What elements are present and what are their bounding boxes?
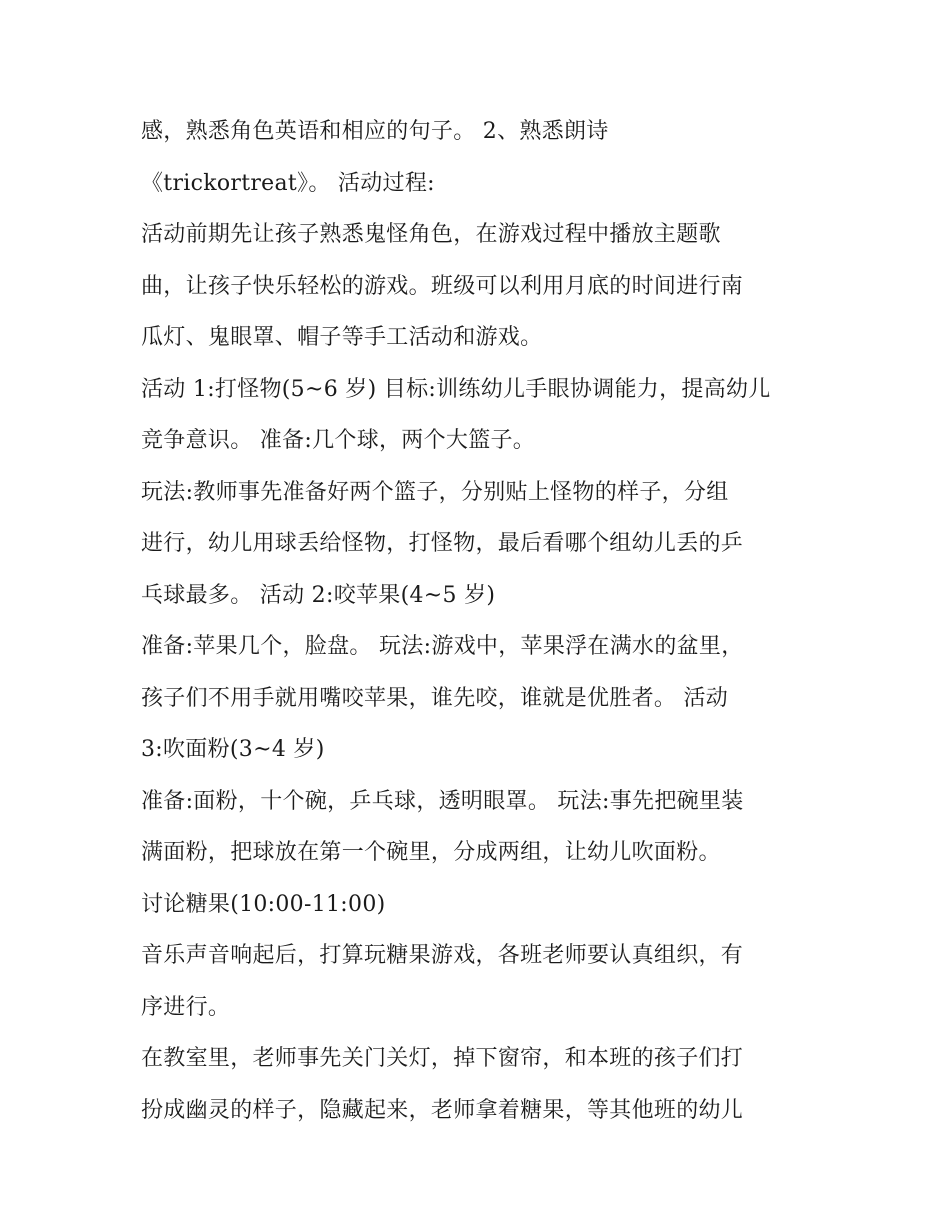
text-line: 活动 1:打怪物(5~6 岁) 目标:训练幼儿手眼协调能力，提高幼儿 <box>141 376 771 402</box>
text-line: 曲，让孩子快乐轻松的游戏。班级可以利用月底的时间进行南 <box>141 273 744 299</box>
text-line: 《trickortreat》。 活动过程: <box>141 170 435 196</box>
text-line: 音乐声音响起后，打算玩糖果游戏，各班老师要认真组织，有 <box>141 943 744 968</box>
text-line: 准备:苹果几个，脸盘。 玩法:游戏中，苹果浮在满水的盆里， <box>141 634 744 659</box>
text-line: 进行，幼儿用球丢给怪物，打怪物，最后看哪个组幼儿丢的乒 <box>141 531 744 556</box>
text-line: 3:吹面粉(3~4 岁) <box>141 737 325 762</box>
text-line: 玩法:教师事先准备好两个篮子，分别贴上怪物的样子，分组 <box>141 479 729 505</box>
text-line: 感，熟悉角色英语和相应的句子。 2、熟悉朗诗 <box>141 119 609 144</box>
text-line: 扮成幽灵的样子，隐藏起来，老师拿着糖果，等其他班的幼儿 <box>141 1097 744 1123</box>
text-line: 序进行。 <box>141 994 231 1020</box>
text-line: 乓球最多。 活动 2:咬苹果(4~5 岁) <box>141 582 496 608</box>
text-line: 准备:面粉，十个碗，乒乓球，透明眼罩。 玩法:事先把碗里装 <box>141 788 744 814</box>
text-line: 孩子们不用手就用嘴咬苹果，谁先咬，谁就是优胜者。 活动 <box>141 685 729 711</box>
text-line: 瓜灯、鬼眼罩、帽子等手工活动和游戏。 <box>141 325 543 350</box>
text-line: 活动前期先让孩子熟悉鬼怪角色，在游戏过程中播放主题歌 <box>141 222 721 247</box>
text-line: 竞争意识。 准备:几个球，两个大篮子。 <box>141 428 536 453</box>
text-line: 在教室里，老师事先关门关灯，掉下窗帘，和本班的孩子们打 <box>141 1046 744 1071</box>
document-body <box>141 106 821 1136</box>
text-line: 满面粉，把球放在第一个碗里，分成两组，让幼儿吹面粉。 <box>141 840 721 865</box>
text-line: 讨论糖果(10:00-11:00) <box>141 891 386 917</box>
